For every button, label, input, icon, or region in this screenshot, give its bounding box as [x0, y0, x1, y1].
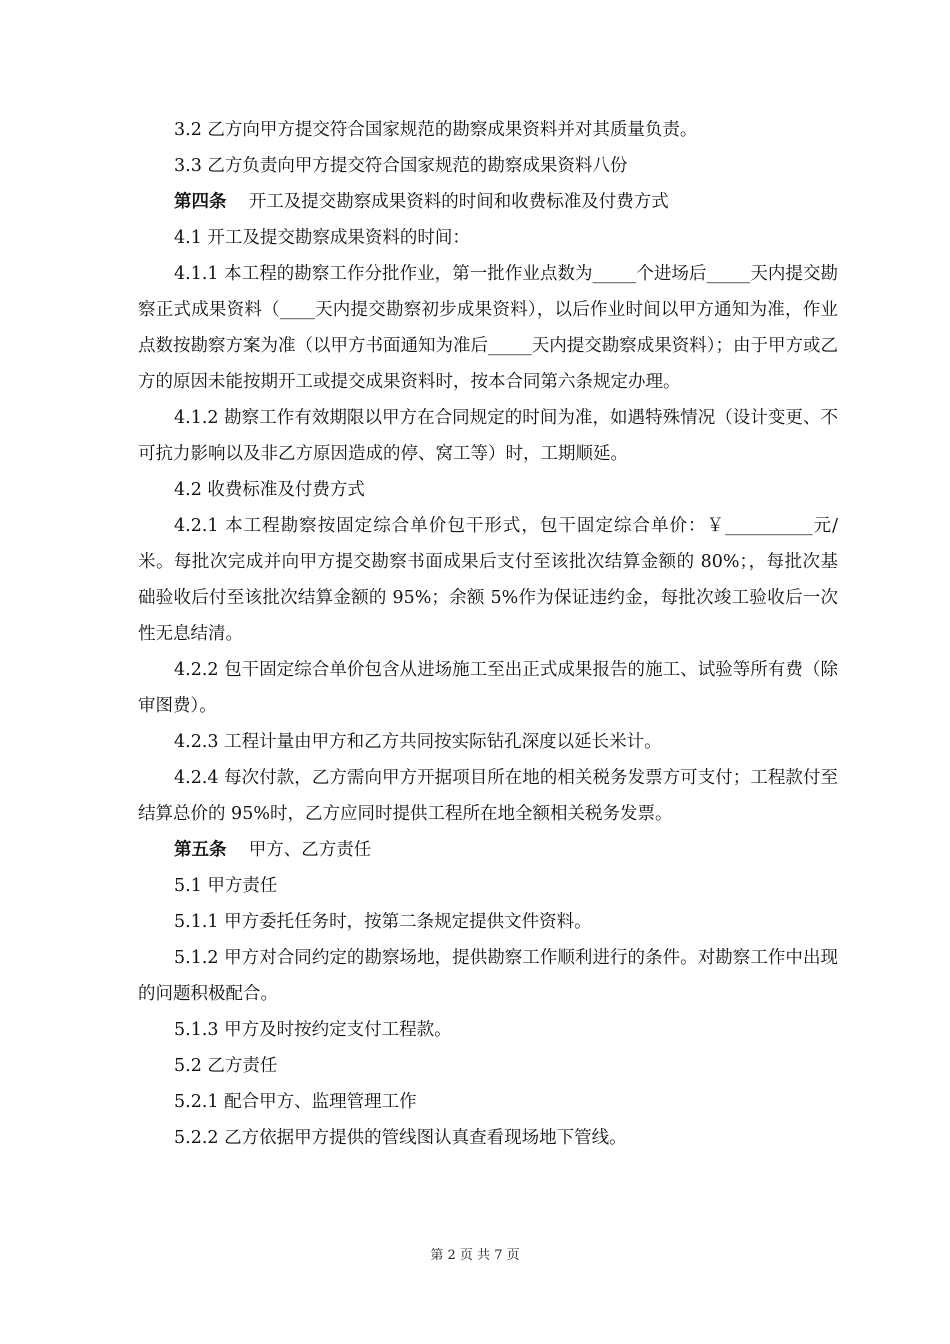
article-4-title: 开工及提交勘察成果资料的时间和收费标准及付费方式	[248, 192, 669, 212]
article-4-heading	[138, 184, 838, 220]
clause-4-1-2: 4.1.2 勘察工作有效期限以甲方在合同规定的时间为准，如遇特殊情况（设计变更、不可抗力影响以及非乙方原因造成的停、窝工等）时，工期顺延。	[138, 408, 838, 464]
clause-4-2-1: 4.2.1 本工程勘察按固定综合单价包干形式，包干固定综合单价：￥__________元/米。每批次完成并向甲方提交勘察书面成果后支付至该批次结算金额的 80%；，每批次基础验收后付至该批次结算金额的 95%；余额 5%作为保证违约金，每批次竣工验收后一次性无息结清。	[138, 516, 838, 644]
clause-4-2-3: 4.2.3 工程计量由甲方和乙方共同按实际钻孔深度以延长米计。	[174, 732, 662, 752]
page-number-footer: 第 2 页 共 7 页	[430, 1248, 520, 1263]
clause-5-1-2: 5.1.2 甲方对合同约定的勘察场地，提供勘察工作顺利进行的条件。对勘察工作中出现的问题积极配合。	[138, 948, 838, 1004]
article-4-label: 第四条	[174, 192, 227, 212]
clause-5-1: 5.1 甲方责任	[174, 876, 278, 896]
clause-4-2-4: 4.2.4 每次付款，乙方需向甲方开据项目所在地的相关税务发票方可支付；工程款付至结算总价的 95%时，乙方应同时提供工程所在地全额相关税务发票。	[138, 768, 838, 824]
clause-3-2: 3.2 乙方向甲方提交符合国家规范的勘察成果资料并对其质量负责。	[174, 120, 698, 140]
clause-3-3: 3.3 乙方负责向甲方提交符合国家规范的勘察成果资料八份	[174, 156, 628, 176]
clause-5-1-1: 5.1.1 甲方委托任务时，按第二条规定提供文件资料。	[174, 912, 592, 932]
clause-4-2: 4.2 收费标准及付费方式	[174, 480, 365, 500]
article-5-label: 第五条	[174, 840, 227, 860]
clause-5-1-3: 5.1.3 甲方及时按约定支付工程款。	[174, 1020, 452, 1040]
article-5-heading	[138, 832, 838, 868]
clause-5-2-2: 5.2.2 乙方依据甲方提供的管线图认真查看现场地下管线。	[174, 1128, 627, 1148]
clause-4-1: 4.1 开工及提交勘察成果资料的时间：	[174, 228, 470, 248]
clause-4-1-1: 4.1.1 本工程的勘察工作分批作业，第一批作业点数为_____个进场后_____天内提交勘察正式成果资料（____天内提交勘察初步成果资料），以后作业时间以甲方通知为准，作业点数按勘察方案为准（以甲方书面通知为准后_____天内提交勘察成果资料）；由于甲方或乙方的原因未能按期开工或提交成果资料时，按本合同第六条规定办理。	[138, 264, 838, 392]
clause-5-2: 5.2 乙方责任	[174, 1056, 278, 1076]
article-5-title: 甲方、乙方责任	[248, 840, 372, 860]
document-body	[138, 112, 838, 1156]
clause-4-2-2: 4.2.2 包干固定综合单价包含从进场施工至出正式成果报告的施工、试验等所有费（除审图费）。	[138, 660, 838, 716]
clause-5-2-1: 5.2.1 配合甲方、监理管理工作	[174, 1092, 417, 1112]
